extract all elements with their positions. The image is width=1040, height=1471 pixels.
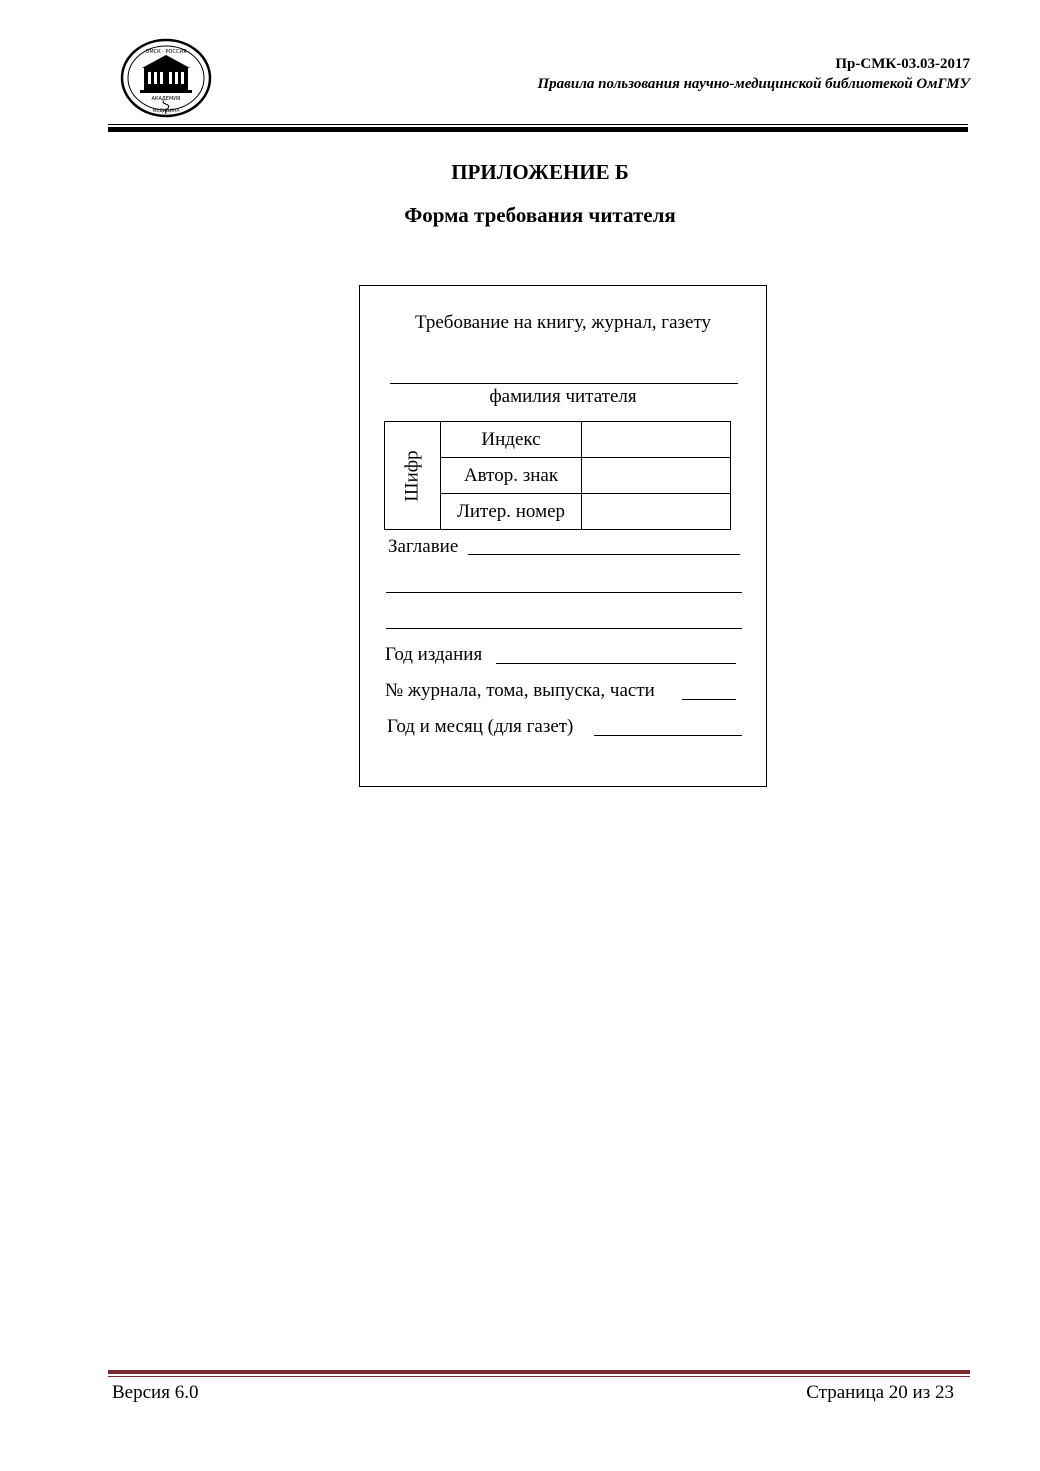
- header-divider-thick: [108, 127, 968, 132]
- title-field-line-1[interactable]: [468, 554, 740, 555]
- footer-divider-thick: [108, 1370, 970, 1374]
- document-title: Правила пользования научно-медицинской библиотекой ОмГМУ: [537, 76, 970, 92]
- title-field-line-3[interactable]: [386, 628, 742, 629]
- reader-name-caption: фамилия читателя: [489, 386, 637, 407]
- page-number: Страница 20 из 23: [806, 1382, 954, 1403]
- header-divider-thin: [108, 124, 968, 125]
- cipher-index-value[interactable]: [582, 422, 731, 458]
- cipher-liter-number-label: Литер. номер: [441, 494, 582, 530]
- document-version: Версия 6.0: [112, 1382, 199, 1403]
- cipher-label-cell: [385, 422, 441, 530]
- table-row: [385, 422, 731, 458]
- svg-text:ОМСК · РОССИЯ: ОМСК · РОССИЯ: [145, 49, 187, 55]
- cipher-table: [384, 421, 731, 530]
- svg-text:АКАДЕМИЯ: АКАДЕМИЯ: [151, 96, 181, 102]
- form-title: Форма требования читателя: [404, 203, 676, 227]
- year-field-line[interactable]: [496, 663, 736, 664]
- footer-divider-thin: [108, 1376, 970, 1377]
- svg-text:МЕДИЦИНА: МЕДИЦИНА: [152, 109, 180, 114]
- form-heading: Требование на книгу, журнал, газету: [414, 312, 712, 333]
- issue-field-label: № журнала, тома, выпуска, части: [385, 680, 655, 701]
- reader-request-form: [359, 285, 767, 787]
- appendix-title: ПРИЛОЖЕНИЕ Б: [451, 160, 629, 184]
- cipher-author-sign-value[interactable]: [582, 458, 731, 494]
- title-field-line-2[interactable]: [386, 592, 742, 593]
- cipher-index-label: Индекс: [441, 422, 582, 458]
- academy-emblem-icon: [120, 38, 212, 118]
- newspaper-date-field-label: Год и месяц (для газет): [387, 716, 574, 737]
- cipher-liter-number-value[interactable]: [582, 494, 731, 530]
- document-code: Пр-СМК-03.03-2017: [835, 56, 970, 72]
- newspaper-date-field-line[interactable]: [594, 735, 742, 736]
- cipher-author-sign-label: Автор. знак: [441, 458, 582, 494]
- reader-name-line[interactable]: [390, 383, 738, 384]
- issue-field-line[interactable]: [682, 699, 736, 700]
- year-field-label: Год издания: [385, 644, 483, 665]
- cipher-label: Шифр: [401, 449, 423, 502]
- title-field-label: Заглавие: [388, 536, 459, 557]
